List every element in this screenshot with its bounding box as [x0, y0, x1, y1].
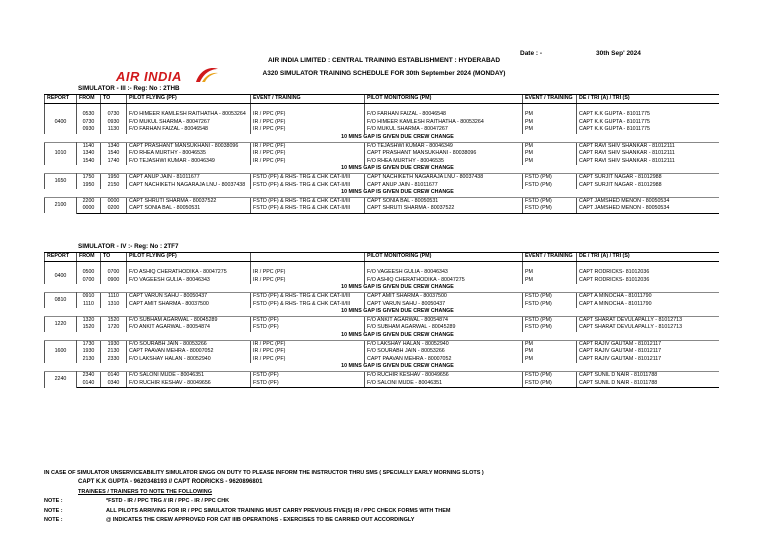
- cell-de: CAPT RAJIV GAUTAM - 81012117: [577, 340, 719, 348]
- cell-pf: F/O SOURABH JAIN - 80053266: [127, 340, 251, 348]
- col-from: FROM: [77, 95, 101, 104]
- cell-event2: PM: [523, 150, 577, 158]
- report-time: 0400: [45, 269, 77, 284]
- cell-pm: CAPT VARUN SAHU - 80050437: [365, 301, 523, 309]
- cell-from: 1750: [77, 173, 101, 181]
- table-row: [45, 142, 719, 150]
- col-report: REPORT: [45, 253, 77, 262]
- cell-from: 0000: [77, 205, 101, 213]
- cell-pm: F/O HIMEER KAMLESH RAITHATHA - 80053264: [365, 119, 523, 127]
- cell-de: CAPT SHARAT DEVULAPALLY - 81012713: [577, 316, 719, 324]
- cell-from: 0530: [77, 111, 101, 119]
- report-time: 0400: [45, 111, 77, 134]
- cell-pf: CAPT PAAVAN MEHRA - 80007052: [127, 348, 251, 356]
- table-header-row: [45, 253, 719, 262]
- cell-pf: F/O SALONI MUDE - 80046351: [127, 371, 251, 379]
- cell-pf: F/O FARHAN FAIZAL - 80046548: [127, 126, 251, 134]
- table-row: [45, 380, 719, 388]
- cell-pm: F/O TEJASHWI KUMAR - 80046349: [365, 142, 523, 150]
- cell-pm: F/O SOURABH JAIN - 80053266: [365, 348, 523, 356]
- cell-pf: F/O ANKIT AGARWAL - 80054874: [127, 324, 251, 332]
- footer-trainees-note: TRAINEES / TRAINERS TO NOTE THE FOLLOWING: [78, 489, 213, 495]
- gap-text: 10 MINS GAP IS GIVEN DUE CREW CHANGE: [341, 189, 454, 196]
- report-time: 2100: [45, 197, 77, 213]
- simulator-3-label: SIMULATOR - III :- Reg: No : 2THB: [78, 85, 180, 92]
- cell-from: 2200: [77, 197, 101, 205]
- title-establishment: AIR INDIA LIMITED : CENTRAL TRAINING ESTABLISHMENT : HYDERABAD: [267, 57, 501, 64]
- cell-event2: PM: [523, 119, 577, 127]
- spacer-row: [45, 103, 719, 111]
- note-label-3: NOTE :: [44, 517, 63, 523]
- note-text-1: *FSTD - IR / PPC TRG // IR / PPC - IR / PPC CHK: [106, 498, 230, 504]
- cell-event: IR / PPC (PF): [251, 348, 365, 356]
- cell-to: 0140: [101, 371, 127, 379]
- spacer-row: [45, 261, 719, 269]
- cell-from: 0930: [77, 126, 101, 134]
- cell-event2: PM: [523, 356, 577, 364]
- cell-event2: FSTD (PM): [523, 316, 577, 324]
- table-row: [45, 301, 719, 309]
- crew-change-gap-row: [45, 363, 719, 371]
- cell-to: 0200: [101, 205, 127, 213]
- report-time: 1220: [45, 316, 77, 332]
- report-time: 2240: [45, 371, 77, 387]
- cell-from: 1520: [77, 324, 101, 332]
- table-row: [45, 356, 719, 364]
- cell-de: CAPT SUNIL D NAIR - 81011788: [577, 380, 719, 388]
- col-pf: PILOT FLYING (PF): [127, 253, 251, 262]
- cell-pm: F/O SUBHAM AGARWAL - 80045289: [365, 324, 523, 332]
- table-row: [45, 348, 719, 356]
- table-row: [45, 197, 719, 205]
- cell-from: 0140: [77, 380, 101, 388]
- cell-de: CAPT A MINOCHA - 81011790: [577, 301, 719, 309]
- col-de: DE / TRI (A) / TRI (S): [577, 253, 719, 262]
- table-row: [45, 316, 719, 324]
- footer-contacts: CAPT K.K GUPTA - 9620348193 // CAPT RODRICKS - 9620896801: [78, 479, 263, 485]
- cell-event: FSTD (PF): [251, 316, 365, 324]
- cell-de: CAPT K.K GUPTA - 81011775: [577, 119, 719, 127]
- cell-event: IR / PPC (PF): [251, 111, 365, 119]
- cell-from: 1320: [77, 316, 101, 324]
- crew-change-gap-row: [45, 308, 719, 316]
- cell-pf: CAPT SONIA BAL - 80050531: [127, 205, 251, 213]
- table-row: [45, 324, 719, 332]
- cell-to: 2130: [101, 348, 127, 356]
- cell-event2: PM: [523, 158, 577, 166]
- cell-from: 1930: [77, 348, 101, 356]
- table-row: [45, 173, 719, 181]
- cell-de: CAPT RAJIV GAUTAM - 81012117: [577, 348, 719, 356]
- cell-from: 0730: [77, 119, 101, 127]
- cell-event: FSTD (PF): [251, 380, 365, 388]
- simulator-4-label: SIMULATOR - IV :- Reg: No : 2TF7: [78, 243, 179, 250]
- col-to: TO: [101, 95, 127, 104]
- cell-pf: F/O VAGEESH GULIA - 80046343: [127, 277, 251, 285]
- cell-event: IR / PPC (PF): [251, 269, 365, 277]
- note-label-2: NOTE :: [44, 508, 63, 514]
- cell-to: 1520: [101, 316, 127, 324]
- cell-event: IR / PPC (PF): [251, 150, 365, 158]
- cell-de: CAPT RODRICKS- 81012036: [577, 277, 719, 285]
- col-event: EVENT / TRAINING: [251, 95, 365, 104]
- cell-to: 1720: [101, 324, 127, 332]
- simulator-3-table: [44, 94, 719, 214]
- cell-pm: F/O SALONI MUDE - 80046351: [365, 380, 523, 388]
- gap-text: 10 MINS GAP IS GIVEN DUE CREW CHANGE: [341, 165, 454, 172]
- col-pm: PILOT MONITORING (PM): [365, 95, 523, 104]
- cell-pm: CAPT NACHIKETH NAGARAJA LNU - 80037438: [365, 173, 523, 181]
- cell-pm: F/O ASHIQ CHERATHODIKA - 80047275: [365, 277, 523, 285]
- date-label: Date : -: [520, 50, 543, 57]
- table-row: [45, 111, 719, 119]
- cell-pf: F/O ASHIQ CHERATHODIKA - 80047275: [127, 269, 251, 277]
- cell-to: 1540: [101, 150, 127, 158]
- crew-change-gap-row: [45, 332, 719, 340]
- cell-event2: FSTD (PM): [523, 197, 577, 205]
- cell-de: CAPT SUNIL D NAIR - 81011788: [577, 371, 719, 379]
- cell-pf: F/O SUBHAM AGARWAL - 80045289: [127, 316, 251, 324]
- table-row: [45, 205, 719, 213]
- cell-pm: F/O FARHAN FAIZAL - 80046548: [365, 111, 523, 119]
- cell-pf: CAPT AMIT SHARMA - 80037500: [127, 301, 251, 309]
- cell-to: 0900: [101, 277, 127, 285]
- cell-event: FSTD (PF) & RHS- TRG & CHK CAT-II/III: [251, 301, 365, 309]
- cell-to: 2330: [101, 356, 127, 364]
- cell-pf: F/O LAKSHAY HALAN - 80052940: [127, 356, 251, 364]
- cell-pm: F/O VAGEESH GULIA - 80046343: [365, 269, 523, 277]
- cell-de: CAPT JAMSHED MENON - 80050534: [577, 197, 719, 205]
- cell-to: 1740: [101, 158, 127, 166]
- simulator-4-table: [44, 252, 719, 388]
- cell-event2: PM: [523, 111, 577, 119]
- cell-from: 1540: [77, 158, 101, 166]
- crew-change-gap-row: [45, 134, 719, 142]
- title-schedule: A320 SIMULATOR TRAINING SCHEDULE FOR 30th September 2024 (MONDAY): [262, 70, 506, 77]
- cell-event2: PM: [523, 340, 577, 348]
- cell-to: 1130: [101, 126, 127, 134]
- cell-pm: F/O ANKIT AGARWAL - 80054874: [365, 316, 523, 324]
- cell-to: 0000: [101, 197, 127, 205]
- cell-event: IR / PPC (PF): [251, 158, 365, 166]
- col-event: [251, 253, 365, 262]
- table-row: [45, 150, 719, 158]
- cell-de: CAPT RAVI SHIV SHANKAR - 81012111: [577, 158, 719, 166]
- cell-to: 1110: [101, 292, 127, 300]
- col-de: DE / TRI (A) / TRI (S): [577, 95, 719, 104]
- cell-de: CAPT RAVI SHIV SHANKAR - 81012111: [577, 150, 719, 158]
- cell-de: CAPT RAJIV GAUTAM - 81012117: [577, 356, 719, 364]
- cell-event2: PM: [523, 269, 577, 277]
- report-time: 1650: [45, 173, 77, 189]
- cell-to: 1950: [101, 173, 127, 181]
- cell-to: 0700: [101, 269, 127, 277]
- cell-to: 1930: [101, 340, 127, 348]
- cell-de: CAPT RODRICKS- 81012036: [577, 269, 719, 277]
- cell-event2: FSTD (PM): [523, 173, 577, 181]
- cell-event2: FSTD (PM): [523, 371, 577, 379]
- cell-from: 1340: [77, 150, 101, 158]
- logo-text: AIR INDIA: [116, 69, 182, 84]
- cell-pf: CAPT ANUP JAIN - 81011677: [127, 173, 251, 181]
- col-from: FROM: [77, 253, 101, 262]
- crew-change-gap-row: [45, 284, 719, 292]
- col-pm: PILOT MONITORING (PM): [365, 253, 523, 262]
- cell-pm: F/O LAKSHAY HALAN - 80052940: [365, 340, 523, 348]
- cell-de: CAPT A MINOCHA - 81011790: [577, 292, 719, 300]
- cell-pm: CAPT ANUP JAIN - 81011677: [365, 182, 523, 190]
- gap-text: 10 MINS GAP IS GIVEN DUE CREW CHANGE: [341, 331, 454, 338]
- cell-pf: CAPT PRASHANT MANSUKHANI - 80038096: [127, 142, 251, 150]
- table-row: [45, 292, 719, 300]
- cell-pf: F/O RUCHIR KESHAV - 80049656: [127, 380, 251, 388]
- table-row: [45, 340, 719, 348]
- table-header-row: [45, 95, 719, 104]
- cell-pm: F/O MUKUL SHARMA - 80047267: [365, 126, 523, 134]
- note-text-2: ALL PILOTS ARRIVING FOR IR / PPC SIMULATOR TRAINING MUST CARRY PREVIOUS FIVE(5) IR / PPC CHECK FORMS WITH THEM: [106, 508, 451, 514]
- cell-event: IR / PPC (PF): [251, 142, 365, 150]
- col-pf: PILOT FLYING (PF): [127, 95, 251, 104]
- cell-event2: PM: [523, 126, 577, 134]
- cell-event2: PM: [523, 348, 577, 356]
- cell-pf: F/O HIMEER KAMLESH RAITHATHA - 80053264: [127, 111, 251, 119]
- col-event2: EVENT / TRAINING: [523, 253, 577, 262]
- cell-to: 0730: [101, 111, 127, 119]
- cell-to: 1340: [101, 142, 127, 150]
- cell-pm: CAPT SHRUTI SHARMA - 80037522: [365, 205, 523, 213]
- cell-event2: PM: [523, 142, 577, 150]
- report-time: 0810: [45, 292, 77, 308]
- cell-to: 0340: [101, 380, 127, 388]
- gap-text: 10 MINS GAP IS GIVEN DUE CREW CHANGE: [341, 308, 454, 315]
- cell-from: 2130: [77, 356, 101, 364]
- cell-event: FSTD (PF) & RHS- TRG & CHK CAT-II/III: [251, 205, 365, 213]
- gap-text: 10 MINS GAP IS GIVEN DUE CREW CHANGE: [341, 133, 454, 140]
- cell-event: IR / PPC (PF): [251, 126, 365, 134]
- crew-change-gap-row: [45, 165, 719, 173]
- cell-event: FSTD (PF): [251, 371, 365, 379]
- cell-event: FSTD (PF) & RHS- TRG & CHK CAT-II/III: [251, 173, 365, 181]
- cell-event: FSTD (PF) & RHS- TRG & CHK CAT-II/III: [251, 182, 365, 190]
- cell-from: 1110: [77, 301, 101, 309]
- cell-pm: CAPT PAAVAN MEHRA - 80007052: [365, 356, 523, 364]
- table-row: [45, 182, 719, 190]
- col-event2: EVENT / TRAINING: [523, 95, 577, 104]
- footer-unserviceability: IN CASE OF SIMULATOR UNSERVICEABILITY SIMULATOR ENGG ON DUTY TO PLEASE INFORM THE INSTRUCTOR THRU SMS ( SPECIALLY EARLY MORNING SLOTS ): [44, 470, 484, 476]
- cell-from: 2340: [77, 371, 101, 379]
- cell-de: CAPT SURJIT NAGAR - 81012988: [577, 182, 719, 190]
- cell-pf: CAPT NACHIKETH NAGARAJA LNU - 80037438: [127, 182, 251, 190]
- cell-from: 1730: [77, 340, 101, 348]
- table-row: [45, 158, 719, 166]
- cell-pf: CAPT VARUN SAHU - 80050437: [127, 292, 251, 300]
- cell-event2: FSTD (PM): [523, 380, 577, 388]
- date-value: 30th Sep' 2024: [596, 50, 641, 57]
- cell-de: CAPT SHARAT DEVULAPALLY - 81012713: [577, 324, 719, 332]
- cell-event: FSTD (PF) & RHS- TRG & CHK CAT-II/III: [251, 197, 365, 205]
- cell-to: 1310: [101, 301, 127, 309]
- note-label-1: NOTE :: [44, 498, 63, 504]
- cell-pf: CAPT SHRUTI SHARMA - 80037522: [127, 197, 251, 205]
- cell-event: IR / PPC (PF): [251, 356, 365, 364]
- report-time: 1010: [45, 142, 77, 165]
- gap-text: 10 MINS GAP IS GIVEN DUE CREW CHANGE: [341, 284, 454, 291]
- table-row: [45, 277, 719, 285]
- cell-event2: FSTD (PM): [523, 301, 577, 309]
- cell-event2: FSTD (PM): [523, 324, 577, 332]
- cell-from: 1950: [77, 182, 101, 190]
- cell-pm: CAPT PRASHANT MANSUKHANI - 80038096: [365, 150, 523, 158]
- crew-change-gap-row: [45, 189, 719, 197]
- cell-event2: FSTD (PM): [523, 292, 577, 300]
- cell-to: 0930: [101, 119, 127, 127]
- cell-event2: PM: [523, 277, 577, 285]
- cell-from: 0910: [77, 292, 101, 300]
- cell-event2: FSTD (PM): [523, 205, 577, 213]
- cell-de: CAPT K.K GUPTA - 81011775: [577, 111, 719, 119]
- cell-de: CAPT SURJIT NAGAR - 81012988: [577, 173, 719, 181]
- cell-to: 2150: [101, 182, 127, 190]
- col-report: REPORT: [45, 95, 77, 104]
- cell-de: CAPT K.K GUPTA - 81011775: [577, 126, 719, 134]
- col-to: TO: [101, 253, 127, 262]
- cell-event: IR / PPC (PF): [251, 277, 365, 285]
- cell-pf: F/O RHEA MURTHY - 80046535: [127, 150, 251, 158]
- cell-event2: FSTD (PM): [523, 182, 577, 190]
- cell-pm: CAPT SONIA BAL - 80050531: [365, 197, 523, 205]
- cell-pf: F/O MUKUL SHARMA - 80047267: [127, 119, 251, 127]
- cell-event: IR / PPC (PF): [251, 340, 365, 348]
- cell-event: IR / PPC (PF): [251, 119, 365, 127]
- cell-de: CAPT RAVI SHIV SHANKAR - 81012111: [577, 142, 719, 150]
- gap-text: 10 MINS GAP IS GIVEN DUE CREW CHANGE: [341, 363, 454, 370]
- cell-from: 0500: [77, 269, 101, 277]
- cell-event: FSTD (PF) & RHS- TRG & CHK CAT-II/III: [251, 292, 365, 300]
- cell-pm: CAPT AMIT SHARMA - 80037500: [365, 292, 523, 300]
- note-text-3: @ INDICATES THE CREW APPROVED FOR CAT IIIB OPERATIONS - EXERCISES TO BE CARRIED OUT ACCORDINGLY: [106, 517, 415, 523]
- cell-pf: F/O TEJASHWI KUMAR - 80046349: [127, 158, 251, 166]
- cell-pm: F/O RHEA MURTHY - 80046535: [365, 158, 523, 166]
- cell-from: 0700: [77, 277, 101, 285]
- cell-event: FSTD (PF): [251, 324, 365, 332]
- table-row: [45, 119, 719, 127]
- cell-de: CAPT JAMSHED MENON - 80050534: [577, 205, 719, 213]
- table-row: [45, 269, 719, 277]
- report-time: 1600: [45, 340, 77, 363]
- cell-from: 1140: [77, 142, 101, 150]
- table-row: [45, 126, 719, 134]
- cell-pm: F/O RUCHIR KESHAV - 80049656: [365, 371, 523, 379]
- table-row: [45, 371, 719, 379]
